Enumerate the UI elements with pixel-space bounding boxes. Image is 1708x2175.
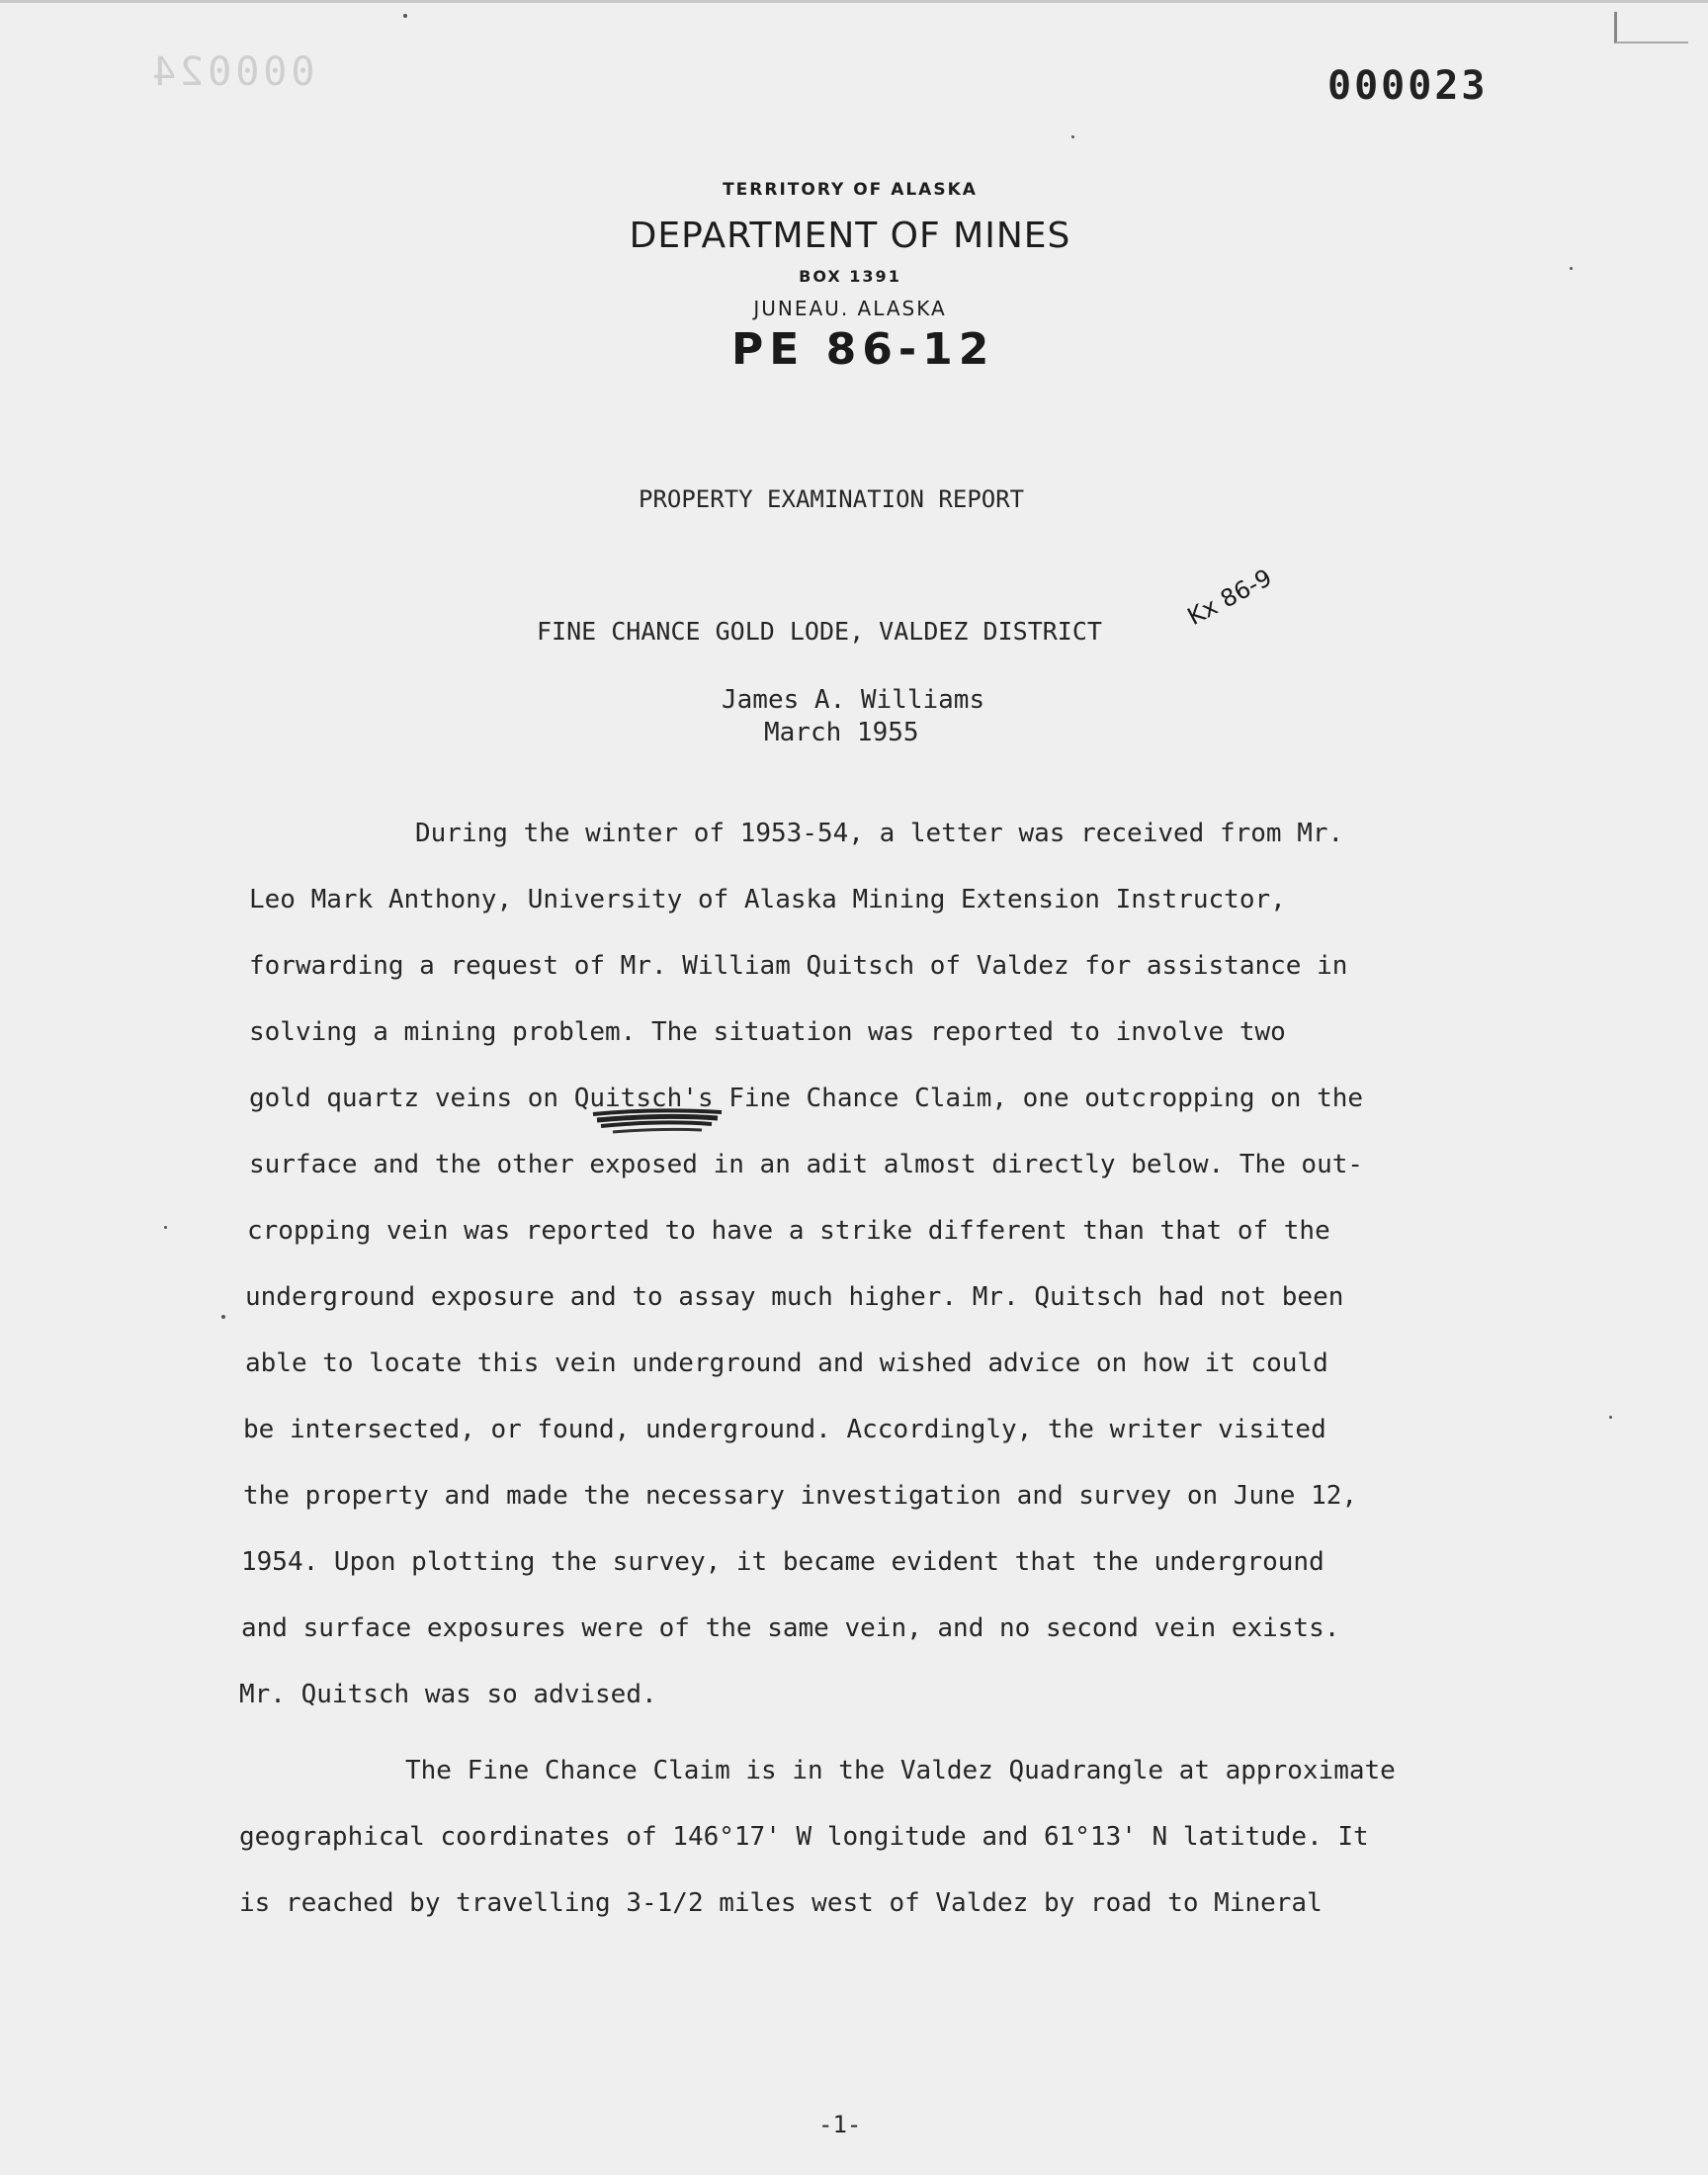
letterhead-city: JUNEAU. ALASKA	[753, 297, 947, 320]
handwritten-note: Kx 86-9	[1182, 564, 1277, 631]
body-line: Mr. Quitsch was so advised.	[239, 1680, 657, 1709]
scan-speck	[403, 14, 407, 18]
page-number: -1-	[818, 2111, 862, 2138]
letterhead-territory: TERRITORY OF ALASKA	[723, 180, 978, 200]
body-line: be intersected, or found, underground. Accordingly, the writer visited	[243, 1415, 1326, 1444]
doc-number: 000023	[1327, 63, 1489, 109]
scan-speck	[1570, 267, 1573, 270]
body-line: and surface exposures were of the same vein, and no second vein exists.	[241, 1613, 1340, 1643]
report-author: James A. Williams	[722, 685, 985, 715]
letterhead-box: BOX 1391	[799, 267, 901, 286]
body-line: forwarding a request of Mr. William Quitsch of Valdez for assistance in	[249, 951, 1348, 981]
scan-speck	[164, 1226, 167, 1229]
ghost-doc-number: 000024	[148, 49, 315, 95]
body-line: surface and the other exposed in an adit almost directly below. The out-	[249, 1150, 1364, 1179]
scan-speck	[1609, 1416, 1612, 1419]
scan-speck	[221, 1315, 225, 1319]
handwritten-report-id: PE 86-12	[731, 324, 995, 375]
body-line: The Fine Chance Claim is in the Valdez Quadrangle at approximate	[405, 1756, 1396, 1785]
body-line: is reached by travelling 3-1/2 miles west of Valdez by road to Mineral	[239, 1888, 1323, 1918]
body-line: cropping vein was reported to have a strike different than that of the	[247, 1216, 1330, 1246]
letterhead-department: DEPARTMENT OF MINES	[629, 216, 1071, 256]
corner-fold	[1614, 12, 1688, 44]
body-line: gold quartz veins on Quitsch's Fine Chance Claim, one outcropping on the	[249, 1084, 1364, 1113]
body-line: able to locate this vein underground and wished advice on how it could	[245, 1348, 1328, 1378]
body-line: the property and made the necessary investigation and survey on June 12,	[243, 1481, 1358, 1511]
handwritten-underline-mark	[583, 1108, 731, 1136]
body-line: solving a mining problem. The situation was reported to involve two	[249, 1017, 1286, 1047]
body-line: underground exposure and to assay much higher. Mr. Quitsch had not been	[245, 1282, 1344, 1312]
scan-top-edge	[0, 0, 1708, 3]
scan-speck	[1071, 135, 1074, 138]
body-line: 1954. Upon plotting the survey, it became evident that the underground	[241, 1547, 1324, 1577]
body-line: geographical coordinates of 146°17' W longitude and 61°13' N latitude. It	[239, 1822, 1369, 1852]
report-title: PROPERTY EXAMINATION REPORT	[639, 485, 1025, 513]
report-subject: FINE CHANCE GOLD LODE, VALDEZ DISTRICT	[537, 617, 1102, 646]
body-line: Leo Mark Anthony, University of Alaska Mining Extension Instructor,	[249, 885, 1286, 914]
body-line: During the winter of 1953-54, a letter was received from Mr.	[415, 819, 1344, 848]
report-date: March 1955	[764, 718, 919, 747]
